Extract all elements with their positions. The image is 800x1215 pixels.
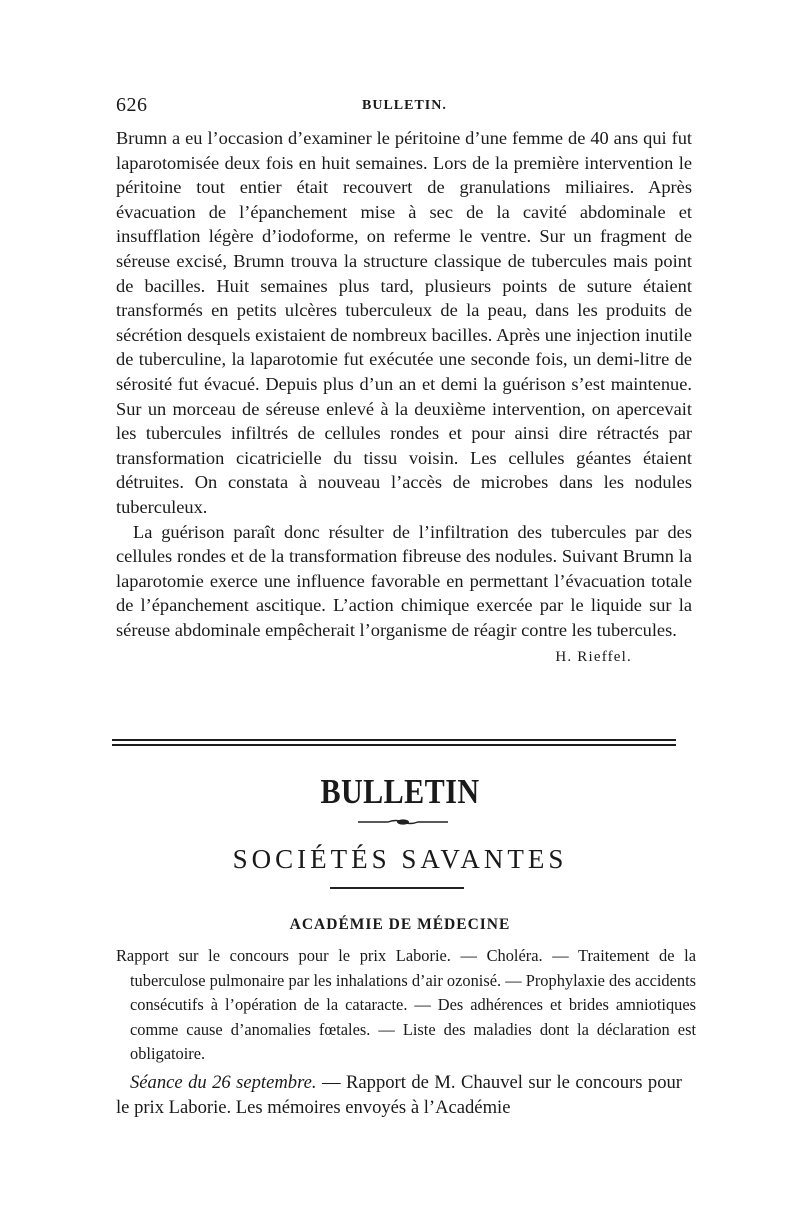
seance-date: Séance du 26 septembre. [130, 1072, 317, 1093]
running-head [116, 94, 692, 120]
heading-rule [330, 887, 464, 889]
academy-heading: ACADÉMIE DE MÉDECINE [289, 916, 511, 933]
societes-heading: SOCIÉTÉS SAVANTES [232, 844, 568, 874]
running-title: BULLETIN. [362, 98, 447, 113]
page-number: 626 [116, 94, 148, 116]
ornament-flourish-icon [358, 818, 448, 826]
section-divider-bottom [112, 744, 676, 746]
article-paragraph: La guérison paraît donc résulter de l’infiltration des tubercules par des cellules rondes et de la transformation fibreuse des nodules. Suivant Brumn la laparotomie exerce une influence favorable en permettant l’évacuation totale de l’épanchement ascitique. L’action chimique exercée par le liquide sur la séreuse abdominale empêcherait l’organisme de réagir contre les tubercules. [116, 521, 692, 640]
author-signature: H. Rieffel. [555, 649, 632, 666]
section-divider-top [112, 739, 676, 741]
bulletin-heading: BULLETIN [320, 772, 480, 811]
session-summary: Rapport sur le concours pour le prix Laborie. — Choléra. — Traitement de la tuberculose pulmonaire par les inhalations d’air ozonisé. — Prophylaxie des accidents consécutifs à l’opération de la cataracte. — Des adhérences et brides amniotiques comme cause d’anomalies fœtales. — Liste des maladies dont la déclaration est obligatoire. [116, 946, 696, 1063]
article-text [116, 126, 692, 670]
article-paragraph: Brumn a eu l’occasion d’examiner le péritoine d’une femme de 40 ans qui fut laparotomisée deux fois en huit semaines. Lors de la première intervention le péritoine tout entier était recouvert de granulations miliaires. Après évacuation de l’épanchement mise à sec de la cavité abdominale et insufflation légère d’iodoforme, on referme le ventre. Sur un fragment de séreuse excisé, Brumn trouva la structure classique de tubercules mais point de bacilles. Huit semaines plus tard, plusieurs points de suture étaient transformés en petits ulcères tuberculeux de la peau, dans les produits de sécrétion desquels existaient de nombreux bacilles. Après une injection inutile de tuberculine, la laparotomie fut exécutée une seconde fois, un demi-litre de sérosité fut évacué. Depuis plus d’un an et demi la guérison s’est maintenue. Sur un morceau de séreuse enlevé à la deuxième intervention, on apercevait les tubercules infiltrés de cellules rondes et pour ainsi dire rétractés par transformation cicatricielle du tissu voisin. Les cellules géantes étaient détruites. On constata à nouveau l’accès de microbes dans les nodules tuberculeux. [116, 128, 692, 517]
seance-text: — Rapport de M. Chauvel sur le concours pour le prix Laborie. Les mémoires envoyés à l’Académie [116, 1072, 682, 1118]
seance-paragraph [116, 1070, 682, 1120]
